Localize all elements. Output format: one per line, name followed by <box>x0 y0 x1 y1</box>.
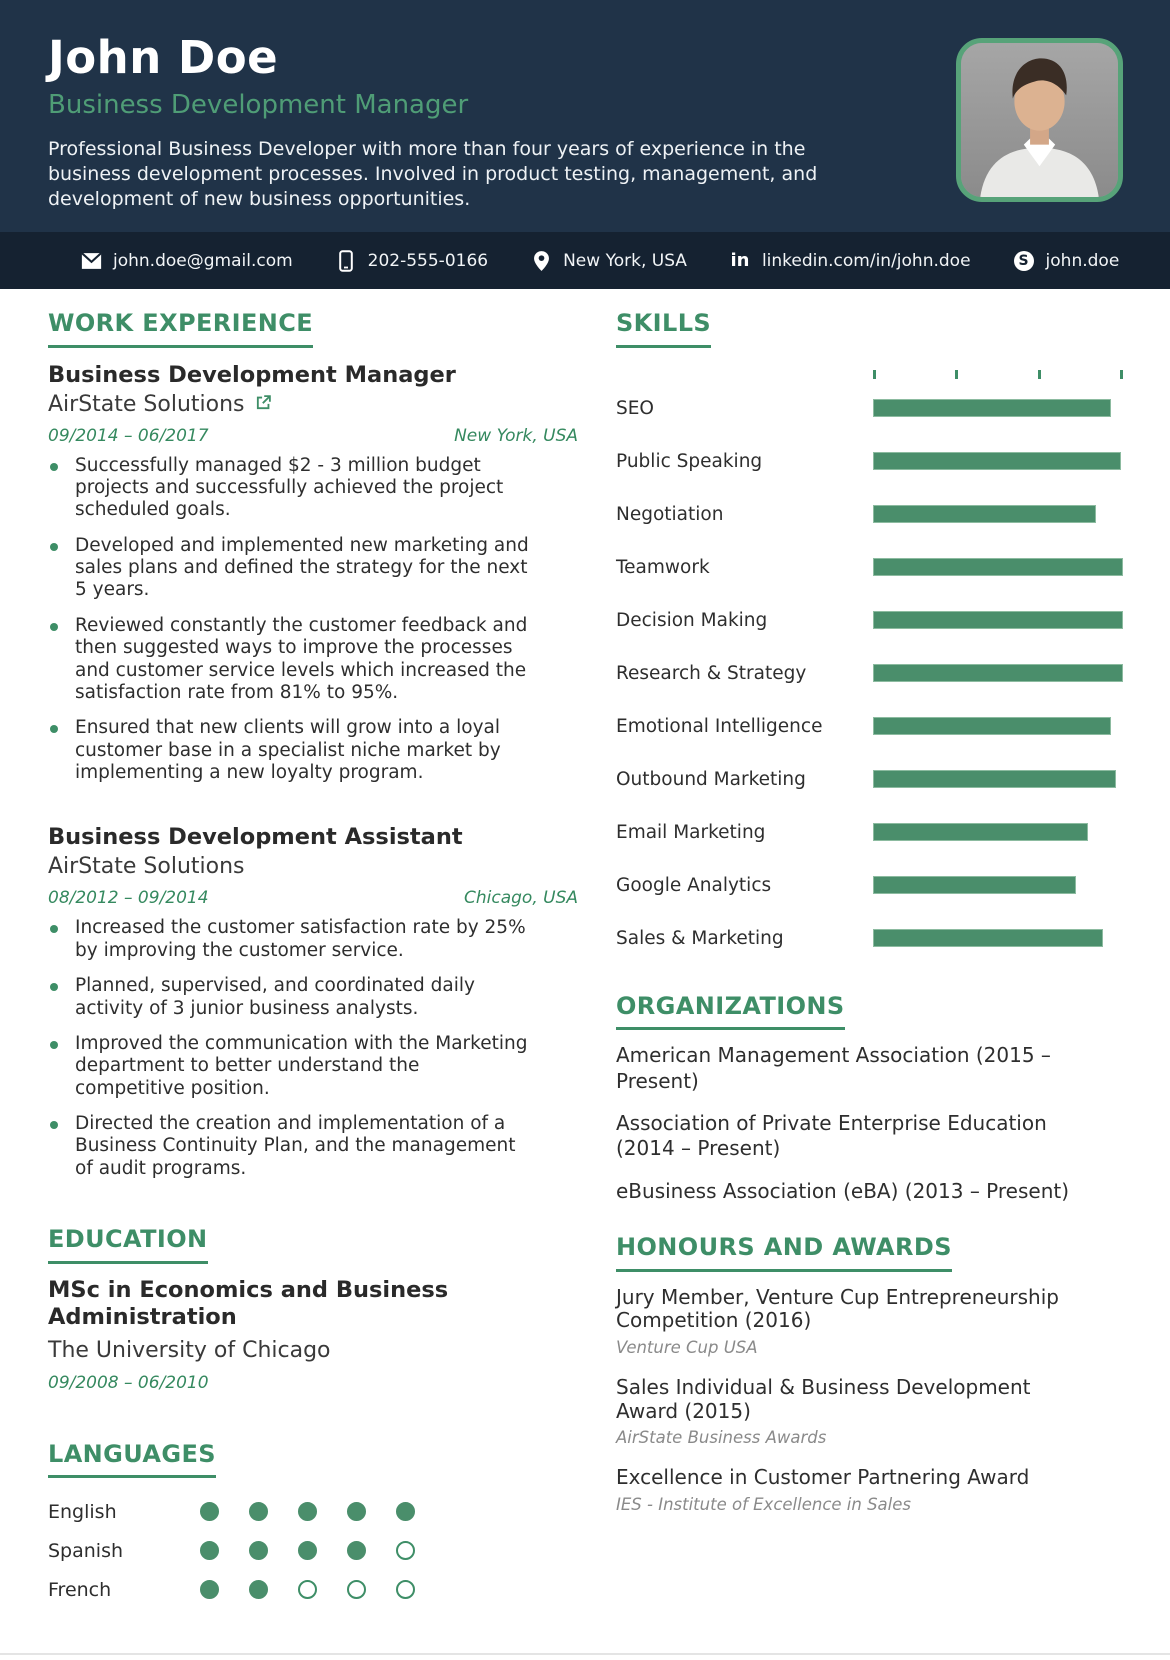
person-name: John Doe <box>48 31 279 84</box>
language-rows <box>48 1492 578 1609</box>
profile-photo-illustration <box>961 43 1118 197</box>
skill-bar <box>873 929 1103 947</box>
skill-name: Emotional Intelligence <box>616 715 823 737</box>
contact-skype[interactable] <box>1013 250 1120 272</box>
left-column <box>0 310 578 1609</box>
skill-row <box>616 753 1123 806</box>
job-title: Business Development Manager <box>48 361 456 388</box>
skill-row <box>616 382 1123 435</box>
job-title: Business Development Assistant <box>48 824 463 851</box>
job-bullet: Planned, supervised, and coordinated daily activity of 3 junior business analysts. <box>48 975 530 1020</box>
languages-section <box>48 1441 578 1610</box>
education-title: EDUCATION <box>48 1226 208 1264</box>
level-dot <box>396 1541 415 1560</box>
language-name: French <box>48 1578 112 1601</box>
level-dot <box>249 1580 268 1599</box>
languages-title: LANGUAGES <box>48 1441 216 1479</box>
language-level-dots <box>200 1580 415 1599</box>
right-column <box>578 310 1170 1609</box>
skill-row <box>616 488 1123 541</box>
language-row <box>48 1492 578 1531</box>
skills-section <box>616 310 1123 965</box>
header <box>0 0 1170 232</box>
contact-phone-text: 202-555-0166 <box>367 250 489 271</box>
level-dot <box>200 1580 219 1599</box>
level-dot <box>347 1541 366 1560</box>
skill-name: Email Marketing <box>616 821 766 843</box>
skill-bar <box>873 664 1123 682</box>
skill-rows <box>616 382 1123 965</box>
job-bullet: Successfully managed $2 - 3 million budget projects and successfully achieved the project scheduled goals. <box>48 455 530 522</box>
profile-summary: Professional Business Developer with more than four years of experience in the business development processes. Involved in product testing, management, and development of new business opportunities. <box>48 138 818 210</box>
skill-name: Public Speaking <box>616 450 763 472</box>
person-job-title: Business Development Manager <box>48 90 469 121</box>
contact-skype-text: john.doe <box>1045 250 1120 271</box>
awards-section <box>616 1234 1123 1514</box>
skill-bar <box>873 399 1111 417</box>
job-bullet: Ensured that new clients will grow into a loyal customer base in a specialist niche market by implementing a new loyalty program. <box>48 717 530 784</box>
job-company: AirState Solutions <box>48 391 245 417</box>
skill-row <box>616 647 1123 700</box>
skill-bar <box>873 770 1116 788</box>
scale-tick <box>873 370 876 379</box>
level-dot <box>200 1541 219 1560</box>
profile-photo <box>956 38 1123 202</box>
skill-bar <box>873 505 1096 523</box>
email-icon <box>80 250 102 272</box>
award-source: AirState Business Awards <box>616 1428 827 1448</box>
organizations-title: ORGANIZATIONS <box>616 993 845 1031</box>
skill-name: Google Analytics <box>616 874 772 896</box>
phone-icon <box>335 250 357 272</box>
language-row <box>48 1570 578 1609</box>
language-name: Spanish <box>48 1539 124 1562</box>
skills-title: SKILLS <box>616 310 711 348</box>
skill-bar <box>873 823 1088 841</box>
job-company-row <box>48 854 578 879</box>
job-dates: 08/2012 – 09/2014 <box>48 888 209 909</box>
content-columns <box>0 289 1170 1609</box>
skill-bar-track <box>873 770 1123 788</box>
skill-bar-track <box>873 505 1123 523</box>
job-meta-row <box>48 426 578 446</box>
skill-row <box>616 700 1123 753</box>
job-location: Chicago, USA <box>464 888 578 909</box>
job-bullet: Increased the customer satisfaction rate by 25% by improving the customer service. <box>48 917 530 962</box>
organization-item: American Management Association (2015 – Present) <box>616 1043 1051 1093</box>
contact-bar <box>0 232 1170 289</box>
language-level-dots <box>200 1541 415 1560</box>
level-dot <box>347 1502 366 1521</box>
contact-linkedin-text: linkedin.com/in/john.doe <box>761 250 971 271</box>
contact-linkedin[interactable] <box>729 250 971 272</box>
contact-email-text: john.doe@gmail.com <box>113 250 293 271</box>
language-row <box>48 1531 578 1570</box>
location-icon <box>530 250 552 272</box>
award-title: Sales Individual & Business Development Award (2015) <box>616 1374 1031 1423</box>
skill-name: Research & Strategy <box>616 662 807 684</box>
job-meta-row <box>48 888 578 908</box>
organizations-section <box>616 993 1123 1205</box>
level-dot <box>396 1502 415 1521</box>
education-degree: MSc in Economics and Business Administration <box>48 1276 449 1330</box>
skill-bar-track <box>873 876 1123 894</box>
work-experience-section <box>48 310 578 1180</box>
skill-bar-track <box>873 399 1123 417</box>
level-dot <box>347 1580 366 1599</box>
skill-row <box>616 806 1123 859</box>
external-link-icon[interactable] <box>255 392 272 417</box>
level-dot <box>298 1580 317 1599</box>
award-source: Venture Cup USA <box>616 1337 758 1357</box>
education-section <box>48 1226 578 1393</box>
skill-row <box>616 859 1123 912</box>
skill-name: SEO <box>616 397 654 419</box>
skill-name: Teamwork <box>616 556 710 578</box>
organization-item: Association of Private Enterprise Education (2014 – Present) <box>616 1110 1047 1161</box>
job-entry-2 <box>48 824 578 1180</box>
education-school: The University of Chicago <box>48 1337 331 1363</box>
education-dates: 09/2008 – 06/2010 <box>48 1372 209 1393</box>
contact-phone[interactable] <box>335 250 488 272</box>
award-source: IES - Institute of Excellence in Sales <box>616 1494 911 1514</box>
job-bullet-list <box>48 917 578 1180</box>
job-bullet: Developed and implemented new marketing and sales plans and defined the strategy for the next 5 years. <box>48 535 530 602</box>
skill-name: Outbound Marketing <box>616 768 806 790</box>
skype-icon: S <box>1013 250 1035 272</box>
language-level-dots <box>200 1502 415 1521</box>
level-dot <box>396 1580 415 1599</box>
skill-bar-track <box>873 558 1123 576</box>
organization-items <box>616 1043 1123 1204</box>
skill-name: Decision Making <box>616 609 768 631</box>
award-title: Excellence in Customer Partnering Award <box>616 1465 1030 1490</box>
skill-bar <box>873 717 1111 735</box>
work-experience-title: WORK EXPERIENCE <box>48 310 313 348</box>
skill-bar-track <box>873 929 1123 947</box>
skill-bar-track <box>873 823 1123 841</box>
level-dot <box>200 1502 219 1521</box>
contact-location[interactable] <box>530 250 687 272</box>
job-bullet: Reviewed constantly the customer feedback and then suggested ways to improve the processes and customer service levels which increased the satisfaction rate from 81% to 95%. <box>48 615 530 705</box>
scale-tick <box>1120 370 1123 379</box>
skill-bar <box>873 558 1123 576</box>
contact-location-text: New York, USA <box>563 250 687 271</box>
award-title: Jury Member, Venture Cup Entrepreneurship Competition (2016) <box>616 1284 1059 1333</box>
scale-tick <box>955 370 958 379</box>
skill-bar <box>873 611 1123 629</box>
page-bottom-edge <box>0 1653 1170 1655</box>
job-bullet-list <box>48 455 578 785</box>
job-company: AirState Solutions <box>48 854 245 880</box>
level-dot <box>249 1502 268 1521</box>
skill-bar-track <box>873 452 1123 470</box>
job-location: New York, USA <box>454 425 578 446</box>
job-bullet: Improved the communication with the Marketing department to better understand the competitive position. <box>48 1033 530 1100</box>
level-dot <box>298 1541 317 1560</box>
contact-email[interactable] <box>80 250 293 272</box>
skill-bar-track <box>873 611 1123 629</box>
skill-bar-track <box>873 664 1123 682</box>
linkedin-icon: in <box>730 249 750 271</box>
skill-row <box>616 912 1123 965</box>
skill-bar <box>873 876 1076 894</box>
organization-item: eBusiness Association (eBA) (2013 – Present) <box>616 1178 1070 1203</box>
level-dot <box>298 1502 317 1521</box>
award-item <box>616 1376 1123 1447</box>
awards-title: HONOURS AND AWARDS <box>616 1234 952 1272</box>
skill-bar-track <box>873 717 1123 735</box>
job-dates: 09/2014 – 06/2017 <box>48 425 209 446</box>
award-items <box>616 1286 1123 1514</box>
award-item <box>616 1286 1123 1357</box>
language-name: English <box>48 1500 117 1523</box>
award-item <box>616 1466 1123 1514</box>
skill-scale-ticks <box>873 370 1123 379</box>
job-bullet: Directed the creation and implementation of a Business Continuity Plan, and the management of audit programs. <box>48 1113 530 1180</box>
scale-tick <box>1038 370 1041 379</box>
skill-name: Sales & Marketing <box>616 927 784 949</box>
skill-row <box>616 541 1123 594</box>
skill-row <box>616 594 1123 647</box>
job-company-row <box>48 392 578 417</box>
skill-row <box>616 435 1123 488</box>
skill-name: Negotiation <box>616 503 724 525</box>
skill-bar <box>873 452 1121 470</box>
level-dot <box>249 1541 268 1560</box>
job-entry-1 <box>48 362 578 785</box>
